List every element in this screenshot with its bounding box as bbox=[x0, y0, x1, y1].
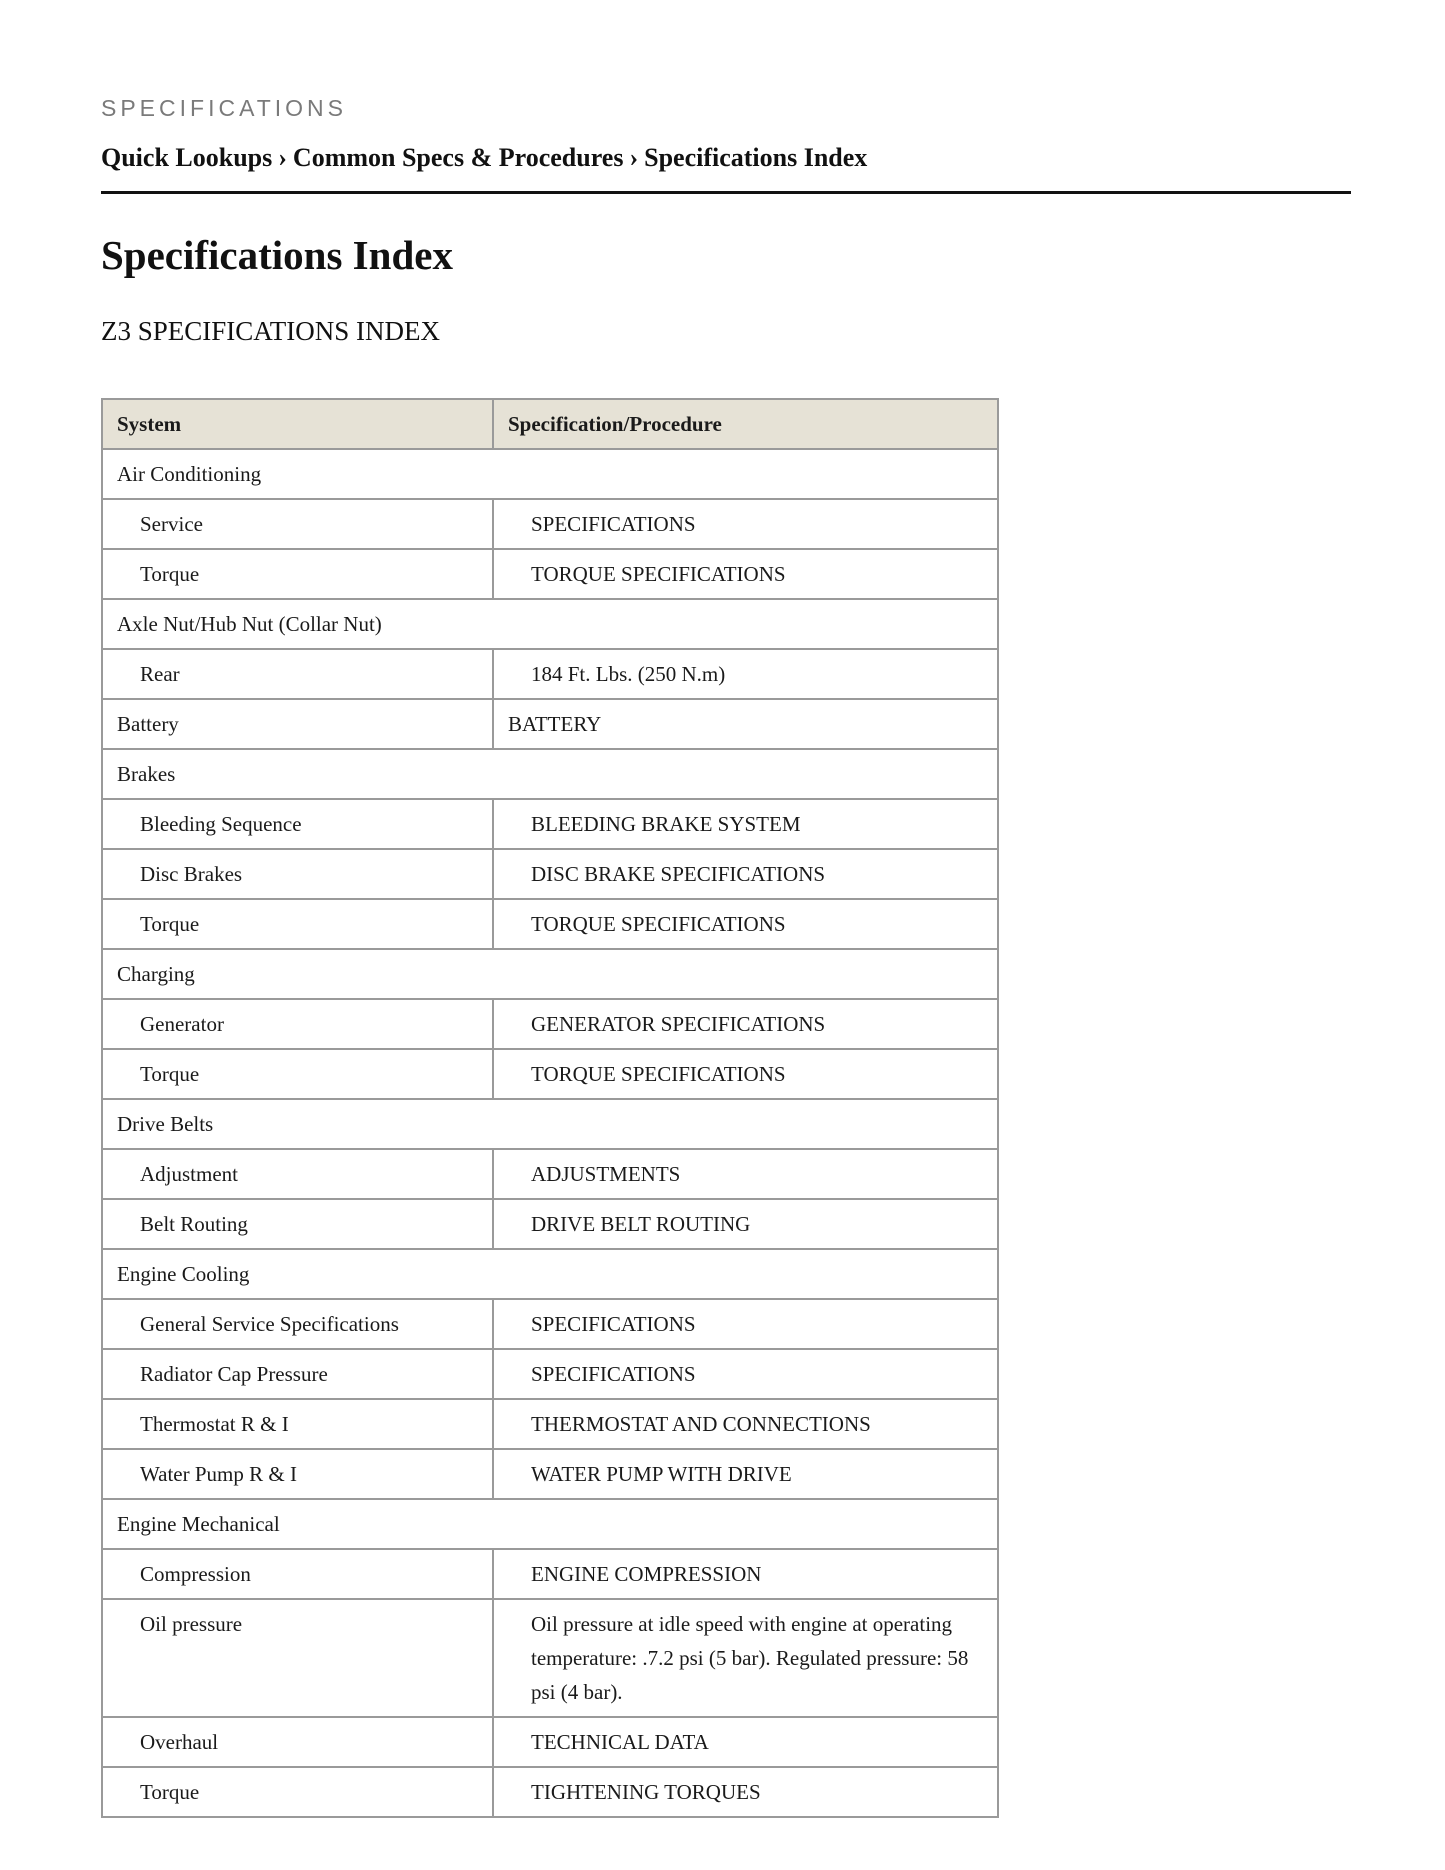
specification-link[interactable]: ADJUSTMENTS bbox=[493, 1149, 998, 1199]
table-row bbox=[102, 1549, 998, 1599]
specification-link[interactable]: WATER PUMP WITH DRIVE bbox=[493, 1449, 998, 1499]
table-header-row bbox=[102, 399, 998, 449]
system-cell: Radiator Cap Pressure bbox=[102, 1349, 493, 1399]
page bbox=[101, 94, 1351, 1818]
table-body bbox=[102, 449, 998, 1817]
table-row bbox=[102, 1349, 998, 1399]
system-cell: Compression bbox=[102, 1549, 493, 1599]
system-cell: Generator bbox=[102, 999, 493, 1049]
table-row bbox=[102, 649, 998, 699]
table-row bbox=[102, 1249, 998, 1299]
column-header-specification: Specification/Procedure bbox=[493, 399, 998, 449]
page-subtitle: Z3 SPECIFICATIONS INDEX bbox=[101, 316, 441, 346]
system-cell: Water Pump R & I bbox=[102, 1449, 493, 1499]
breadcrumb-item-current: Specifications Index bbox=[644, 143, 868, 172]
system-cell: Bleeding Sequence bbox=[102, 799, 493, 849]
table-row bbox=[102, 499, 998, 549]
breadcrumb-item-quick-lookups[interactable]: Quick Lookups bbox=[101, 143, 273, 172]
specification-link[interactable]: THERMOSTAT AND CONNECTIONS bbox=[493, 1399, 998, 1449]
system-cell: Torque bbox=[102, 899, 493, 949]
system-group-label: Air Conditioning bbox=[102, 449, 998, 499]
specification-link[interactable]: DRIVE BELT ROUTING bbox=[493, 1199, 998, 1249]
specification-link[interactable]: SPECIFICATIONS bbox=[493, 499, 998, 549]
system-cell: Overhaul bbox=[102, 1717, 493, 1767]
system-cell: General Service Specifications bbox=[102, 1299, 493, 1349]
page-title: Specifications Index bbox=[101, 232, 453, 278]
table-row bbox=[102, 749, 998, 799]
breadcrumb bbox=[101, 141, 1351, 175]
specification-link[interactable]: Oil pressure at idle speed with engine at operating temperature: .7.2 psi (5 bar). Regulated pressure: 58 psi (4 bar). bbox=[493, 1599, 998, 1717]
system-cell: Battery bbox=[102, 699, 493, 749]
system-cell: Disc Brakes bbox=[102, 849, 493, 899]
specification-link[interactable]: GENERATOR SPECIFICATIONS bbox=[493, 999, 998, 1049]
system-cell: Torque bbox=[102, 1049, 493, 1099]
breadcrumb-separator: › bbox=[278, 143, 287, 172]
specification-link[interactable]: SPECIFICATIONS bbox=[493, 1299, 998, 1349]
system-cell: Torque bbox=[102, 1767, 493, 1817]
table-row bbox=[102, 1299, 998, 1349]
specification-link[interactable]: TORQUE SPECIFICATIONS bbox=[493, 1049, 998, 1099]
breadcrumb-item-common-specs[interactable]: Common Specs & Procedures bbox=[292, 143, 624, 172]
table-row bbox=[102, 599, 998, 649]
table-row bbox=[102, 1599, 998, 1717]
system-group-label: Brakes bbox=[102, 749, 998, 799]
table-row bbox=[102, 849, 998, 899]
specification-link[interactable]: SPECIFICATIONS bbox=[493, 1349, 998, 1399]
specification-link[interactable]: BLEEDING BRAKE SYSTEM bbox=[493, 799, 998, 849]
system-group-label: Engine Mechanical bbox=[102, 1499, 998, 1549]
system-group-label: Engine Cooling bbox=[102, 1249, 998, 1299]
specification-link[interactable]: TIGHTENING TORQUES bbox=[493, 1767, 998, 1817]
system-cell: Oil pressure bbox=[102, 1599, 493, 1717]
table-row bbox=[102, 799, 998, 849]
system-cell: Torque bbox=[102, 549, 493, 599]
system-cell: Belt Routing bbox=[102, 1199, 493, 1249]
table-row bbox=[102, 1717, 998, 1767]
specification-link[interactable]: TECHNICAL DATA bbox=[493, 1717, 998, 1767]
specification-link[interactable]: DISC BRAKE SPECIFICATIONS bbox=[493, 849, 998, 899]
breadcrumb-separator: › bbox=[629, 143, 639, 172]
table-row bbox=[102, 449, 998, 499]
system-cell: Rear bbox=[102, 649, 493, 699]
table-row bbox=[102, 1399, 998, 1449]
table-row bbox=[102, 1767, 998, 1817]
table-row bbox=[102, 949, 998, 999]
table-row bbox=[102, 1099, 998, 1149]
system-group-label: Charging bbox=[102, 949, 998, 999]
specification-link[interactable]: 184 Ft. Lbs. (250 N.m) bbox=[493, 649, 998, 699]
system-cell: Thermostat R & I bbox=[102, 1399, 493, 1449]
column-header-system: System bbox=[102, 399, 493, 449]
system-cell: Service bbox=[102, 499, 493, 549]
table-row bbox=[102, 899, 998, 949]
specification-link[interactable]: TORQUE SPECIFICATIONS bbox=[493, 899, 998, 949]
system-group-label: Drive Belts bbox=[102, 1099, 998, 1149]
specification-link[interactable]: TORQUE SPECIFICATIONS bbox=[493, 549, 998, 599]
table-row bbox=[102, 549, 998, 599]
specifications-table bbox=[101, 398, 999, 1818]
header-divider bbox=[101, 191, 1351, 194]
table-row bbox=[102, 999, 998, 1049]
table-row bbox=[102, 1199, 998, 1249]
table-row bbox=[102, 1049, 998, 1099]
specification-link[interactable]: ENGINE COMPRESSION bbox=[493, 1549, 998, 1599]
table-row bbox=[102, 699, 998, 749]
table-row bbox=[102, 1499, 998, 1549]
table-row bbox=[102, 1449, 998, 1499]
table-row bbox=[102, 1149, 998, 1199]
system-group-label: Axle Nut/Hub Nut (Collar Nut) bbox=[102, 599, 998, 649]
specification-link[interactable]: BATTERY bbox=[493, 699, 998, 749]
system-cell: Adjustment bbox=[102, 1149, 493, 1199]
section-label: SPECIFICATIONS bbox=[101, 95, 347, 121]
